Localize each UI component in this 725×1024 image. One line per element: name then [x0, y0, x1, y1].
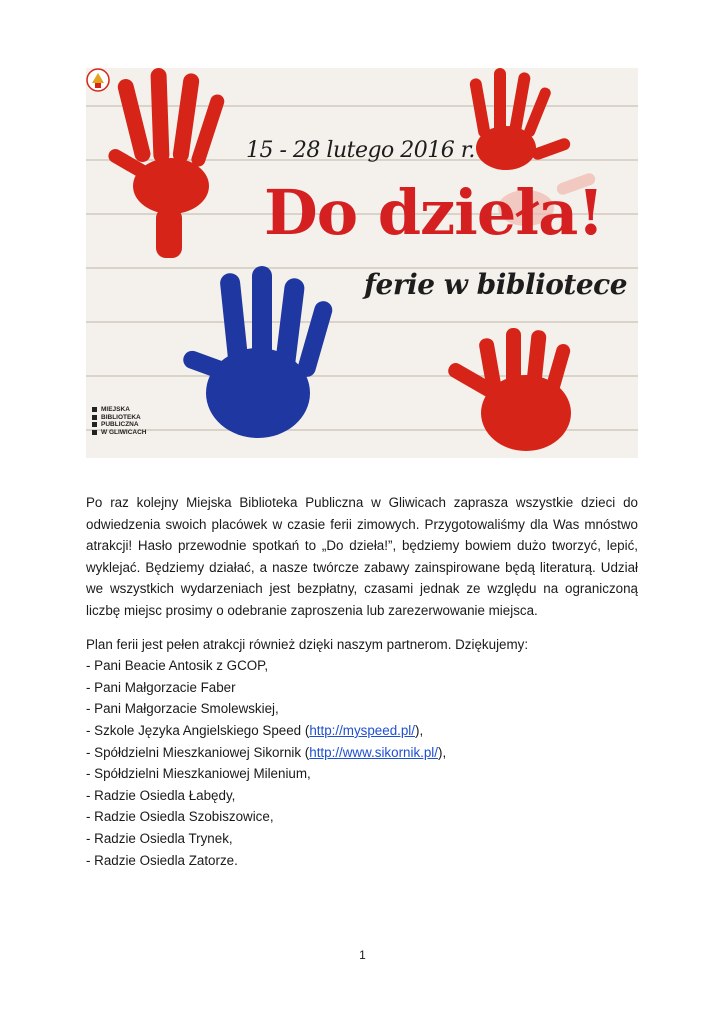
- intro-paragraph: Po raz kolejny Miejska Biblioteka Publiczna w Gliwicach zaprasza wszystkie dzieci do odwiedzenia swoich placówek w czasie ferii zimowych. Przygotowaliśmy dla Was mnóstwo atrakcji! Hasło przewodnie spotkań to „Do dzieła!”, będziemy bowiem dużo tworzyć, lepić, wyklejać. Będziemy działać, a nasze twórcze zabawy zainspirowane będą literaturą. Udział we wszystkich wydarzeniach jest bezpłatny, czasami jednak ze względu na ograniczoną liczbę miejsc prosimy o odebranie zaproszenia lub zarezerwowanie miejsca.: [86, 495, 638, 618]
- library-logo: [92, 406, 147, 436]
- partner-logo-icon: [86, 68, 110, 92]
- library-logo-line: BIBLIOTEKA: [92, 414, 147, 422]
- poster-title: Do dzieła!: [264, 176, 604, 249]
- myspeed-link[interactable]: http://myspeed.pl/: [309, 722, 416, 738]
- list-item: - Radzie Osiedla Szobiszowice,: [86, 809, 274, 825]
- list-item: - Szkole Języka Angielskiego Speed (http://myspeed.pl/),: [86, 722, 424, 738]
- list-item: - Pani Małgorzacie Faber: [86, 679, 236, 695]
- list-item: - Pani Beacie Antosik z GCOP,: [86, 658, 269, 674]
- library-logo-line: W GLIWICACH: [92, 429, 147, 437]
- event-date: 15 - 28 lutego 2016 r.: [246, 138, 475, 163]
- poster-banner: [86, 68, 638, 458]
- sikornik-link[interactable]: http://www.sikornik.pl/: [309, 744, 439, 760]
- library-logo-line: PUBLICZNA: [92, 421, 147, 429]
- list-item: - Radzie Osiedla Łabędy,: [86, 787, 236, 803]
- partners-list: [86, 634, 638, 872]
- list-item: - Spółdzielni Mieszkaniowej Sikornik (http://www.sikornik.pl/),: [86, 744, 447, 760]
- list-item: - Radzie Osiedla Zatorze.: [86, 852, 238, 868]
- painted-planks-background: [86, 68, 638, 458]
- list-item: - Pani Małgorzacie Smolewskiej,: [86, 701, 279, 717]
- article-body: [86, 492, 638, 871]
- list-item: - Spółdzielni Mieszkaniowej Milenium,: [86, 766, 311, 782]
- library-logo-line: MIEJSKA: [92, 406, 147, 414]
- partners-intro: Plan ferii jest pełen atrakcji również dzięki naszym partnerom. Dziękujemy:: [86, 636, 529, 652]
- poster-subtitle: ferie w bibliotece: [364, 268, 628, 301]
- page-number: 1: [359, 948, 366, 962]
- list-item: - Radzie Osiedla Trynek,: [86, 830, 233, 846]
